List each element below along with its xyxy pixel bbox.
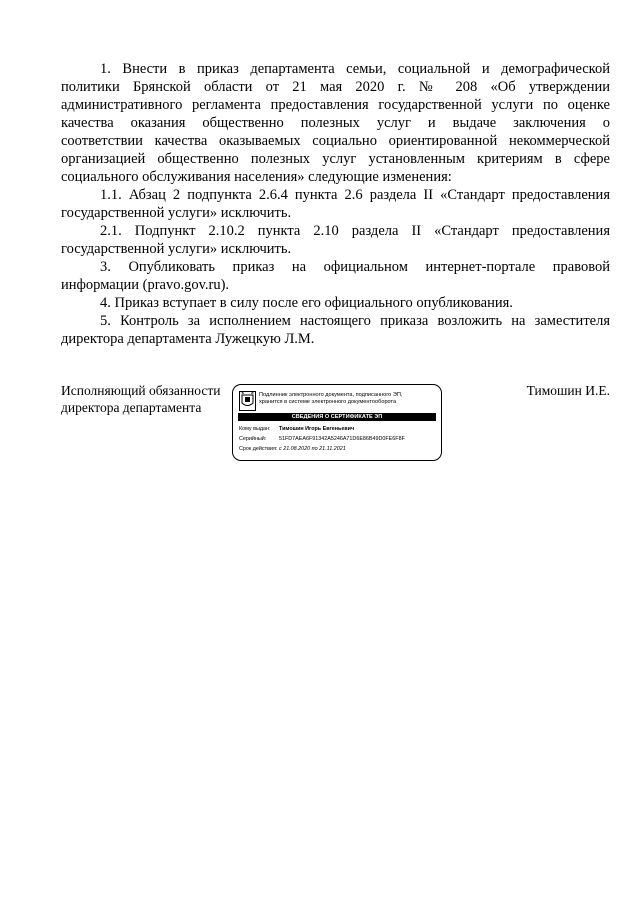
position-line: Исполняющий обязанности [61,383,221,398]
coat-of-arms-icon [239,391,256,411]
text-line: качества оказания общественно полезных услуг и выдаче заключения о [61,115,610,131]
stamp-notice [259,392,402,406]
notice-line: хранится в системе электронного документооборота [259,399,397,405]
signatory-name: Тимошин И.Е. [526,383,610,398]
text-line: политики Брянской области от 21 мая 2020 г. № 208 «Об утверждении [61,79,610,95]
text-line: 5. Контроль за исполнением настоящего приказа возложить на заместителя [100,313,610,329]
text-line: государственной услуги» исключить. [61,205,292,221]
text-line: директора департамента Лужецкую Л.М. [61,331,315,347]
text-line: административного регламента предоставления государственной услуги по оценке [61,97,610,113]
issued-to-row [239,426,354,433]
text-line: 2.1. Подпункт 2.10.2 пункта 2.10 раздела II «Стандарт предоставления [100,223,610,239]
issued-to-label: Кому выдан: [239,426,271,432]
serial-value: 51FD7AEA6F91342A5246A71D6E86B49D0FE6F8F [279,436,405,442]
notice-line: Подлинник электронного документа, подписанного ЭП, [259,392,403,398]
serial-label: Серийный: [239,436,267,442]
validity-value: с 21.08.2020 по 21.11.2021 [279,446,346,452]
text-line: организацией общественно полезных услуг установленным критериям в сфере [61,151,610,167]
text-line: информации (pravo.gov.ru). [61,277,230,293]
e-signature-stamp [232,384,442,461]
issued-to-value: Тимошин Игорь Евгеньевич [279,426,355,432]
serial-row [239,436,405,443]
text-line: 4. Приказ вступает в силу после его официального опубликования. [100,295,513,311]
order-text [61,60,610,348]
signatory-position [61,382,220,416]
text-line: 3. Опубликовать приказ на официальном интернет-портале правовой [100,259,610,275]
validity-label: Срок действия: [239,446,278,452]
certificate-header: СВЕДЕНИЯ О СЕРТИФИКАТЕ ЭП [238,413,436,421]
validity-row [239,446,346,453]
text-line: соответствии качества оказываемых социально ориентированной некоммерческой [61,133,610,149]
position-line: директора департамента [61,400,202,415]
text-line: 1.1. Абзац 2 подпункта 2.6.4 пункта 2.6 раздела II «Стандарт предоставления [100,187,610,203]
text-line: социального обслуживания населения» следующие изменения: [61,169,452,185]
text-line: государственной услуги» исключить. [61,241,292,257]
text-line: 1. Внести в приказ департамента семьи, социальной и демографической [100,61,610,77]
